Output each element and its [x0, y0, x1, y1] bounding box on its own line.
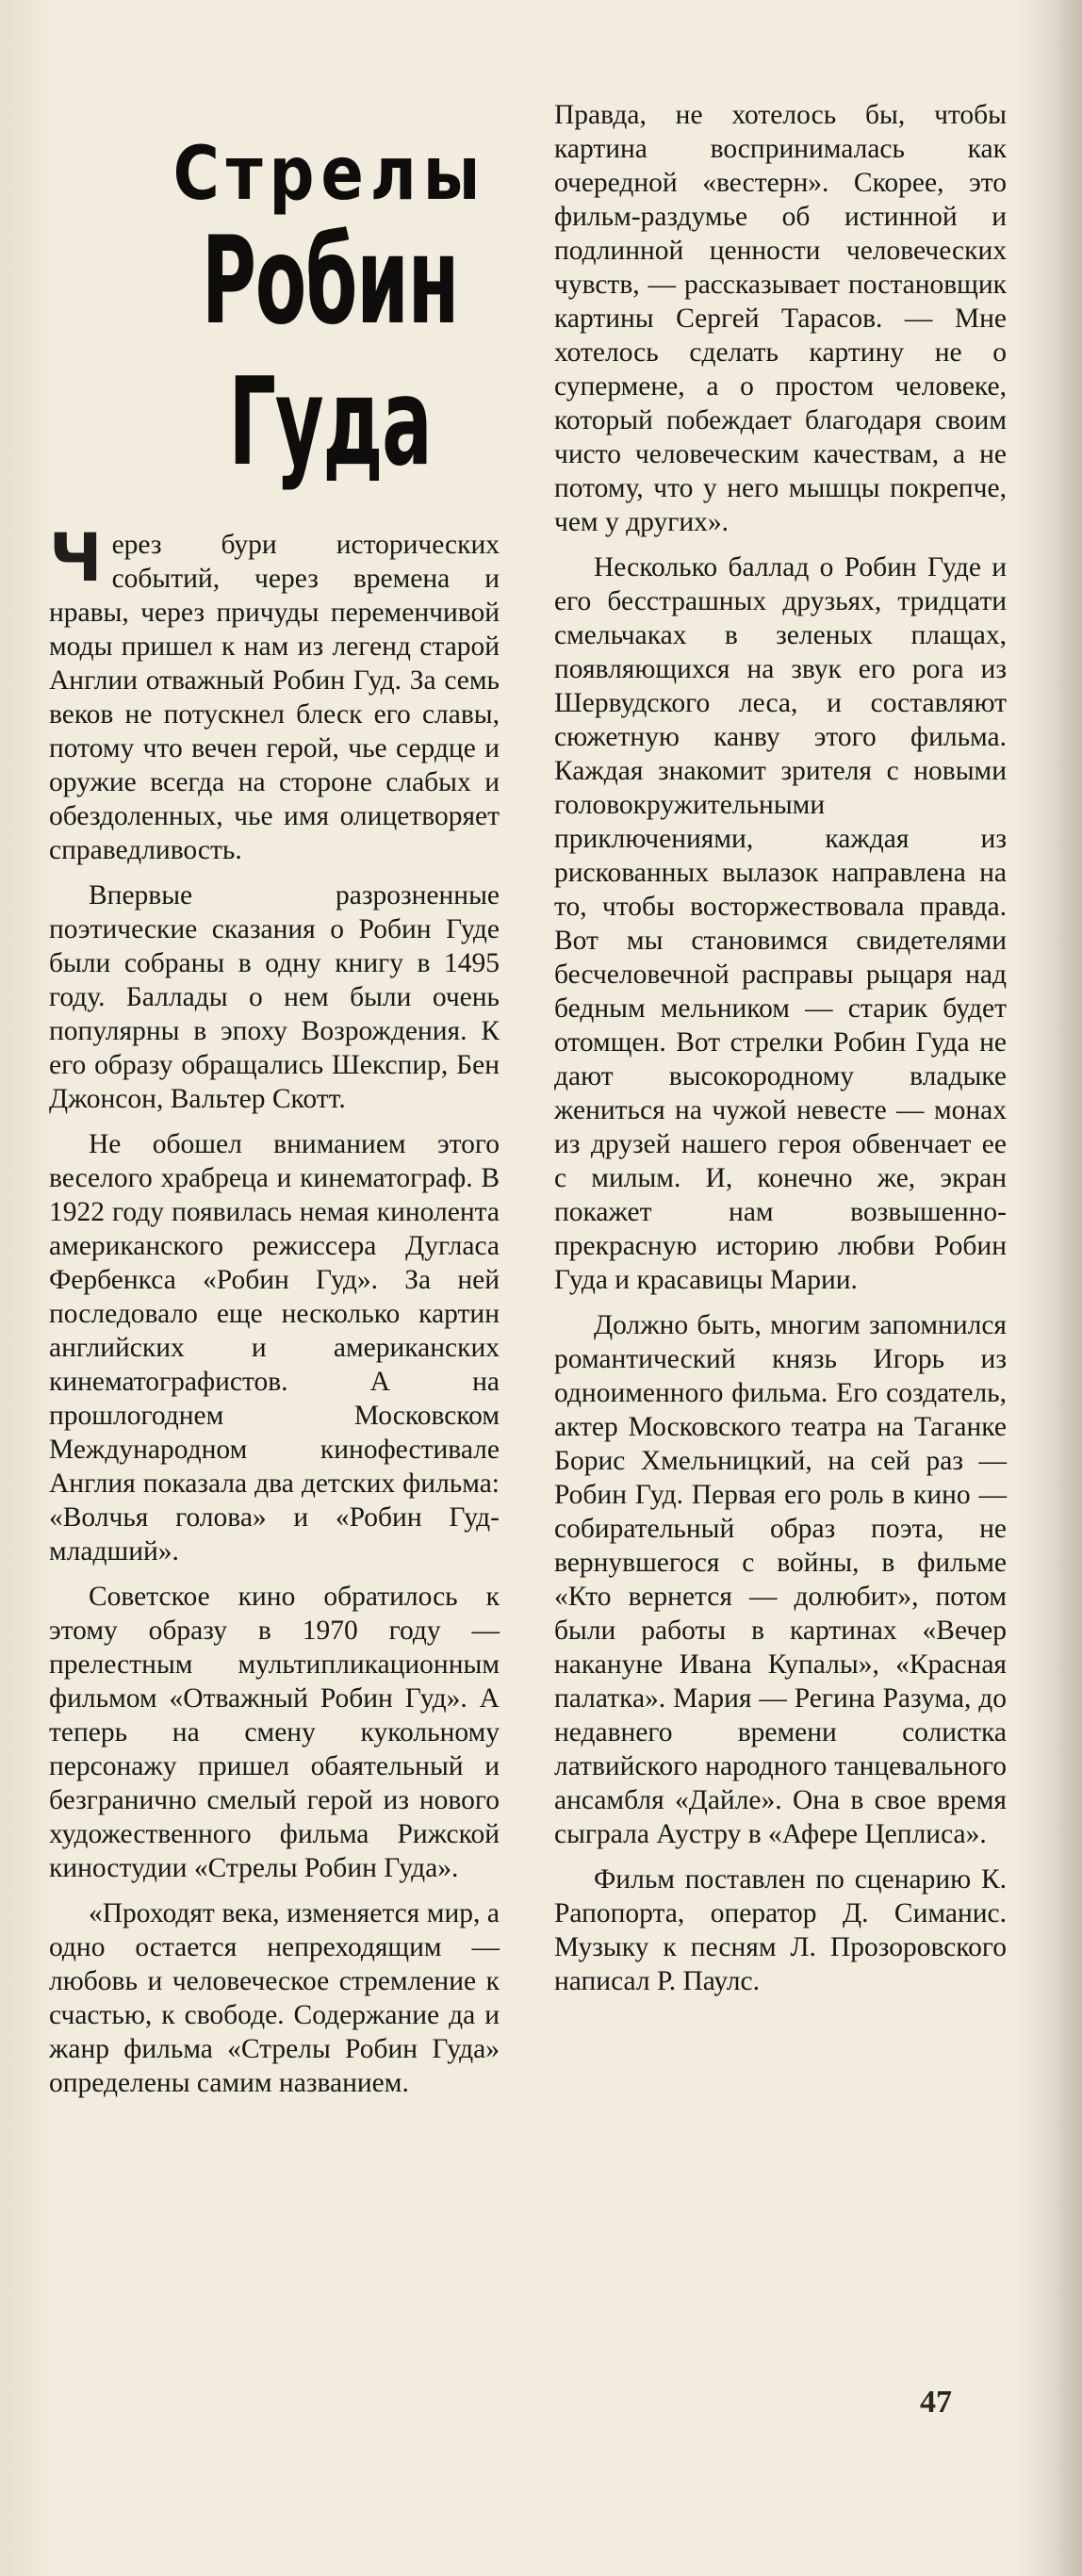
paragraph: Советское кино обратилось к этому образу в 1970 году — прелестным мультипликационным фильмом «Отважный Робин Гуд». А теперь на смену кукольному персонажу пришел обаятельный и безгранично смелый герой из нового художественного фильма Рижской киностудии «Стрелы Робин Гуда». [49, 1582, 500, 1883]
drop-cap: Ч [49, 519, 103, 597]
paragraph: Не обошел вниманием этого веселого храбреца и кинематограф. В 1922 году появилась немая кинолента американского режиссера Дугласа Фербенкса «Робин Гуд». За ней последовало еще несколько картин английских и американских кинематографистов. А на прошлогоднем Московском Международном кинофестивале Англия показала два детских фильма: «Волчья голова» и «Робин Гуд-младший». [49, 1129, 500, 1567]
page-edge-shadow [1016, 0, 1082, 2576]
paragraph: Должно быть, многим запомнился романтический князь Игорь из одноименного фильма. Его создатель, актер Московского театра на Таганке Борис Хмельницкий, на сей раз — Робин Гуд. Первая его роль в кино — собирательный образ поэта, не вернувшегося с войны, в фильме «Кто вернется — долюбит», потом были работы в картинах «Вечер накануне Ивана Купалы», «Красная палатка». Мария — Регина Разума, до недавнего времени солистка латвийского народного танцевального ансамбля «Дайле». Она в свое время сыграла Аустру в «Афере Цеплиса». [554, 1310, 1007, 1849]
article-title [118, 132, 542, 494]
left-column [49, 519, 500, 2111]
page-number: 47 [920, 2385, 952, 2420]
right-column [554, 98, 1007, 2010]
paragraph: Фильм поставлен по сценарию К. Рапопорта, оператор Д. Симанис. Музыку к песням Л. Прозоровского написал Р. Паулс. [554, 1864, 1007, 1996]
title-line-2: Робин Гуда [201, 211, 459, 493]
title-line-1: Стрелы [172, 132, 487, 217]
paragraph: Правда, не хотелось бы, чтобы картина воспринималась как очередной «вестерн». Скорее, это фильм-раздумье об истинной и подлинной ценности человеческих чувств, — рассказывает постановщик картины Сергей Тарасов. — Мне хотелось сделать картину не о супермене, а о простом человеке, который побеждает благодаря своим чисто человеческим качествам, а не потому, что у него мышцы покрепче, чем у других». [554, 100, 1007, 537]
paragraph: «Проходят века, изменяется мир, а одно остается непреходящим — любовь и человеческое стремление к счастью, к свободе. Содержание да и жанр фильма «Стрелы Робин Гуда» определены самим названием. [49, 1898, 500, 2098]
paragraph-text: ерез бури исторических событий, через времена и нравы, через причуды переменчивой моды пришел к нам из легенд старой Англии отважный Робин Гуд. За семь веков не потускнел блеск его славы, потому что вечен герой, чье сердце и оружие всегда на стороне слабых и обездоленных, чье имя олицетворяет справедливость. [49, 530, 500, 865]
paragraph: Впервые разрозненные поэтические сказания о Робин Гуде были собраны в одну книгу в 1495 году. Баллады о нем были очень популярны в эпоху Возрождения. К его образу обращались Шекспир, Бен Джонсон, Вальтер Скотт. [49, 880, 500, 1114]
paragraph [49, 519, 500, 867]
paragraph: Несколько баллад о Робин Гуде и его бесстрашных друзьях, тридцати смельчаках в зеленых плащах, появляющихся на звук его рога из Шервудского леса, и составляют сюжетную канву этого фильма. Каждая знакомит зрителя с новыми головокружительными приключениями, каждая из рискованных вылазок направлена на то, чтобы восторжествовала правда. Вот мы становимся свидетелями бесчеловечной расправы рыцаря над бедным мельником — старик будет отомщен. Вот стрелки Робин Гуда не дают высокородному владыке жениться на чужой невесте — монах из друзей нашего героя обвенчает ее с милым. И, конечно же, экран покажет нам возвышенно-прекрасную историю любви Робин Гуда и красавицы Марии. [554, 552, 1007, 1295]
